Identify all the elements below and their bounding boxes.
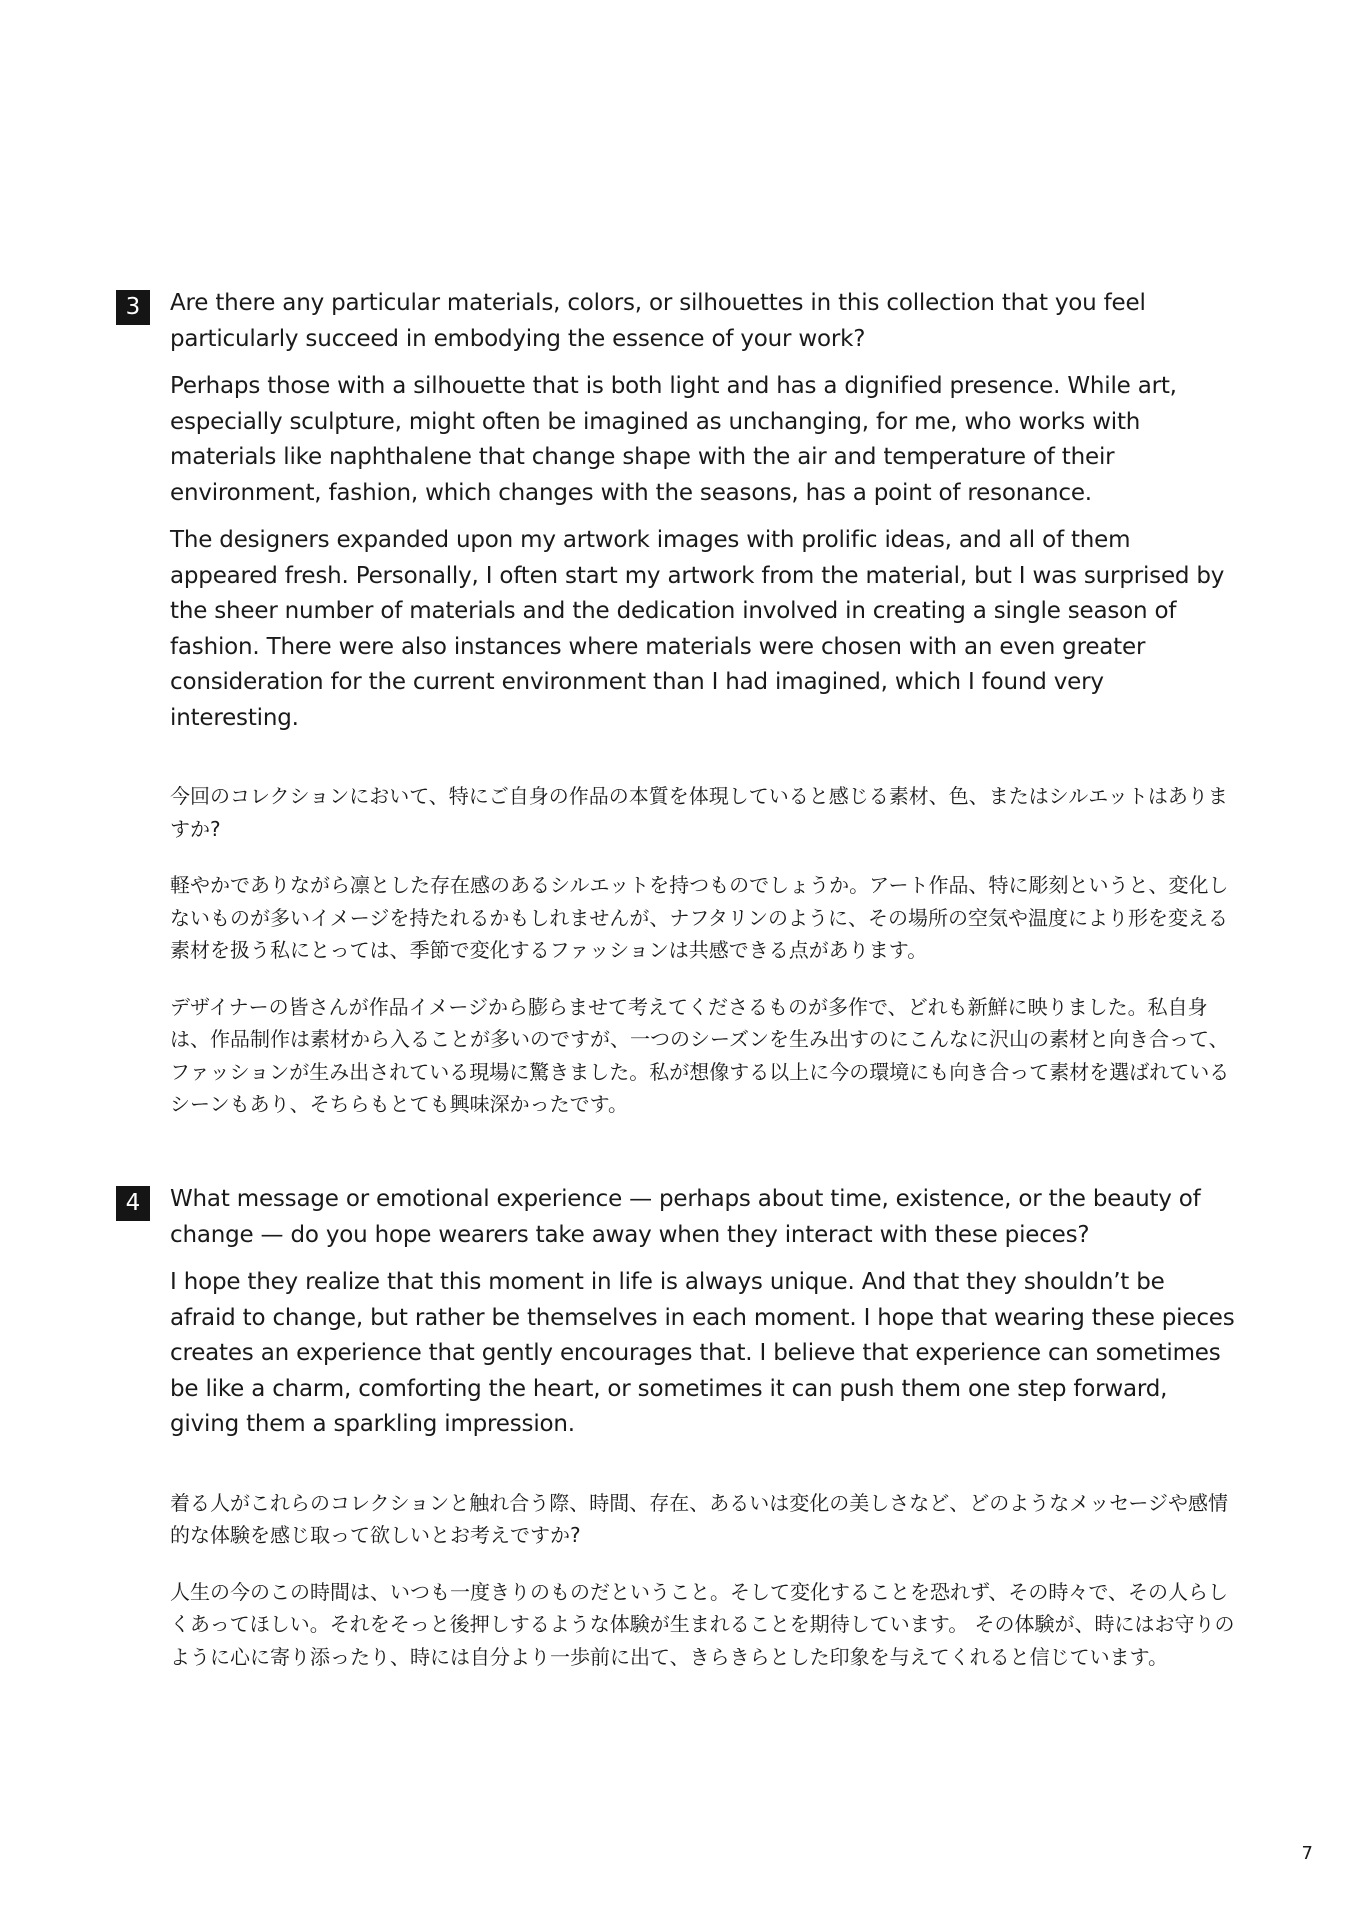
- question-number-badge: 4: [116, 1186, 150, 1221]
- japanese-block: [170, 780, 1236, 1121]
- answer-english-paragraph: The designers expanded upon my artwork images with prolific ideas, and all of them appeared fresh. Personally, I often start my artwork from the material, but I was surprised by the sheer number of materials and the dedication involved in creating a single season of fashion. There were also instances where materials were chosen with an even greater consideration for the current environment than I had imagined, which I found very interesting.: [170, 527, 1225, 731]
- question-english: Are there any particular materials, colors, or silhouettes in this collection that you feel particularly succeed in embodying the essence of your work?: [170, 290, 1146, 352]
- question-japanese: 今回のコレクションにおいて、特にご自身の作品の本質を体現していると感じる素材、色、またはシルエットはありますか?: [170, 784, 1228, 841]
- answer-japanese-paragraph: 軽やかでありながら凛とした存在感のあるシルエットを持つものでしょうか。アート作品、特に彫刻というと、変化しないものが多いイメージを持たれるかもしれませんが、ナフタリンのように、その場所の空気や温度により形を変える素材を扱う私にとっては、季節で変化するファッションは共感できる点があります。: [170, 873, 1229, 962]
- answer-japanese-paragraph: デザイナーの皆さんが作品イメージから膨らませて考えてくださるものが多作で、どれも新鮮に映りました。私自身は、作品制作は素材から入ることが多いのですが、一つのシーズンを生み出すのにこんなに沢山の素材と向き合って、ファッションが生み出されている現場に驚きました。私が想像する以上に今の環境にも向き合って素材を選ばれているシーンもあり、そちらもとても興味深かったです。: [170, 994, 1230, 1116]
- page-number: 7: [1301, 1843, 1313, 1864]
- question-english: What message or emotional experience — perhaps about time, existence, or the beauty of change — do you hope wearers take away when they interact with these pieces?: [170, 1186, 1201, 1248]
- answer-japanese-paragraph: 人生の今のこの時間は、いつも一度きりのものだということ。そして変化することを恐れず、その時々で、その人らしくあってほしい。それをそっと後押しするような体験が生まれることを期待しています。 その体験が、時にはお守りのように心に寄り添ったり、時には自分より一歩前に出て、きらきらとした印象を与えてくれると信じています。: [170, 1579, 1235, 1669]
- qa-section-4: [116, 1182, 1236, 1673]
- japanese-block: [170, 1487, 1236, 1674]
- question-japanese: 着る人がこれらのコレクションと触れ合う際、時間、存在、あるいは変化の美しさなど、どのようなメッセージや感情的な体験を感じ取って欲しいとお考えですか?: [170, 1490, 1228, 1547]
- qa-content: [170, 1182, 1236, 1673]
- answer-english-paragraph: Perhaps those with a silhouette that is both light and has a dignified presence. While art, especially sculpture, might often be imagined as unchanging, for me, who works with materials like naphthalene that change shape with the air and temperature of their environment, fashion, which changes with the seasons, has a point of resonance.: [170, 373, 1177, 506]
- answer-english-paragraph: I hope they realize that this moment in life is always unique. And that they shouldn’t be afraid to change, but rather be themselves in each moment. I hope that wearing these pieces creates an experience that gently encourages that. I believe that experience can sometimes be like a charm, comforting the heart, or sometimes it can push them one step forward, giving them a sparkling impression.: [170, 1269, 1235, 1437]
- question-number-badge: 3: [116, 290, 150, 325]
- qa-content: [170, 286, 1236, 1121]
- qa-section-3: [116, 286, 1236, 1121]
